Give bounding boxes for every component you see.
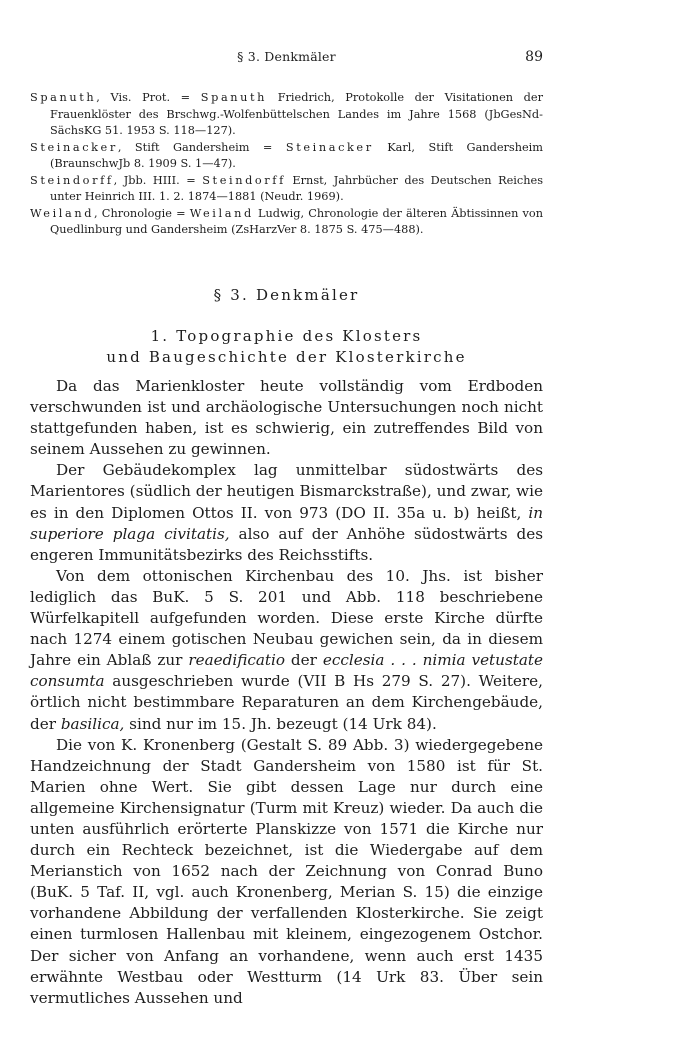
full-citation: Friedrich, Protokolle der Visitationen der Frauenklöster des Brschwg.-Wolfenbüttelschen Landes im Jahre 1568 (JbGesNd-SächsKG 51. 1953 S. 118—127).: [50, 91, 543, 137]
full-citation: Karl, Stift Gandersheim (BraunschwJb 8. 1909 S. 1—47).: [50, 140, 543, 170]
author-name: Weiland: [30, 206, 95, 220]
author-name: Steindorff: [30, 173, 114, 187]
running-header: [30, 49, 543, 69]
short-title: , Chronologie =: [94, 206, 190, 220]
body-text: [30, 376, 543, 1009]
subsection-heading-line-2: und Baugeschichte der Klosterkirche: [106, 348, 467, 366]
author-name: Weiland: [189, 206, 254, 220]
section-heading: § 3. Denkmäler: [213, 286, 360, 304]
running-title: § 3. Denkmäler: [237, 49, 336, 64]
author-name: Spanuth: [30, 91, 97, 104]
paragraph: Da das Marienkloster heute vollständig vom Erdboden verschwunden ist und archäologische Untersuchungen noch nicht stattgefunden haben, ist es schwierig, ein zutreffendes Bild von seinem Aussehen zu gewinnen.: [30, 377, 543, 459]
text-run: Der Gebäudekomplex lag unmittelbar südostwärts des Marientores (südlich der heutigen Bismarckstraße), und zwar, wie es in den Diplomen Ottos II. von 973 (DO II. 35a u. b) heißt,: [30, 461, 543, 522]
latin-quote: basilica,: [60, 714, 125, 733]
text-run: ausgeschrieben wurde (VII B Hs 279 S. 27). Weitere, örtlich nicht bestimmbare Reparaturen an dem Kirchengebäude, der: [30, 672, 543, 733]
latin-quote: in superiore plaga civitatis,: [30, 503, 543, 543]
bibliography-entry: [30, 140, 543, 173]
subsection-heading-line-1: 1. Topographie des Klosters: [150, 327, 423, 345]
full-citation: Ludwig, Chronologie der älteren Äbtissinnen von Quedlinburg und Gandersheim (ZsHarzVer 8. 1875 S. 475—488).: [50, 206, 543, 236]
short-title: , Stift Gandersheim =: [117, 140, 286, 154]
subsection-heading: [30, 326, 543, 368]
author-name: Steindorff: [202, 173, 286, 187]
author-name: Spanuth: [200, 91, 268, 104]
paragraph: [30, 460, 543, 565]
paragraph: [30, 566, 543, 735]
paragraph: Die von K. Kronenberg (Gestalt S. 89 Abb. 3) wiedergegebene Handzeichnung der Stadt Gandersheim von 1580 ist für St. Marien ohne Wert. Sie gibt dessen Lage nur durch eine allgemeine Kirchensignatur (Turm mit Kreuz) wieder. Da auch die unten ausführlich erörterte Planskizze von 1571 die Kirche nur durch ein Rechteck bezeichnet, ist die Wiedergabe auf dem Merianstich von 1652 nach der Zeichnung von Conrad Buno (BuK. 5 Taf. II, vgl. auch Kronenberg, Merian S. 15) die einzige vorhandene Abbildung der verfallenden Klosterkirche. Sie zeigt einen turmlosen Hallenbau mit kleinem, eingezogenem Ostchor. Der sicher von Anfang an vorhandene, wenn auch erst 1435 erwähnte Westbau oder Westturm (14 Urk 83. Über sein vermutliches Aussehen und: [30, 735, 543, 1007]
text-run: Von dem ottonischen Kirchenbau des 10. Jhs. ist bisher lediglich das BuK. 5 S. 201 und Abb. 118 beschriebene Würfelkapitell aufgefunden worden. Diese erste Kirche dürfte nach 1274 einem gotischen Neubau gewichen sein, da in diesem Jahre ein Ablaß zur: [30, 566, 543, 670]
bibliography-entry: [30, 90, 543, 140]
latin-quote: ecclesia . . . nimia vetustate consumta: [30, 651, 543, 691]
bibliography-entry: [30, 173, 543, 206]
short-title: , Vis. Prot. =: [96, 91, 201, 104]
text-run: der: [285, 651, 323, 670]
latin-quote: reaedificatio: [188, 651, 285, 670]
short-title: , Jbb. HIII. =: [113, 173, 203, 187]
full-citation: Ernst, Jahrbücher des Deutschen Reiches unter Heinrich III. 1. 2. 1874—1881 (Neudr. 1969).: [50, 173, 543, 203]
page-number: 89: [525, 49, 543, 65]
bibliography-entry: [30, 206, 543, 239]
text-run: sind nur im 15. Jh. bezeugt (14 Urk 84).: [124, 714, 437, 733]
author-name: Steinacker: [30, 140, 118, 154]
text-run: also auf der Anhöhe südostwärts des engeren Immunitätsbezirks des Reichsstifts.: [30, 524, 543, 564]
bibliography-list: [30, 90, 543, 239]
author-name: Steinacker: [285, 140, 374, 154]
